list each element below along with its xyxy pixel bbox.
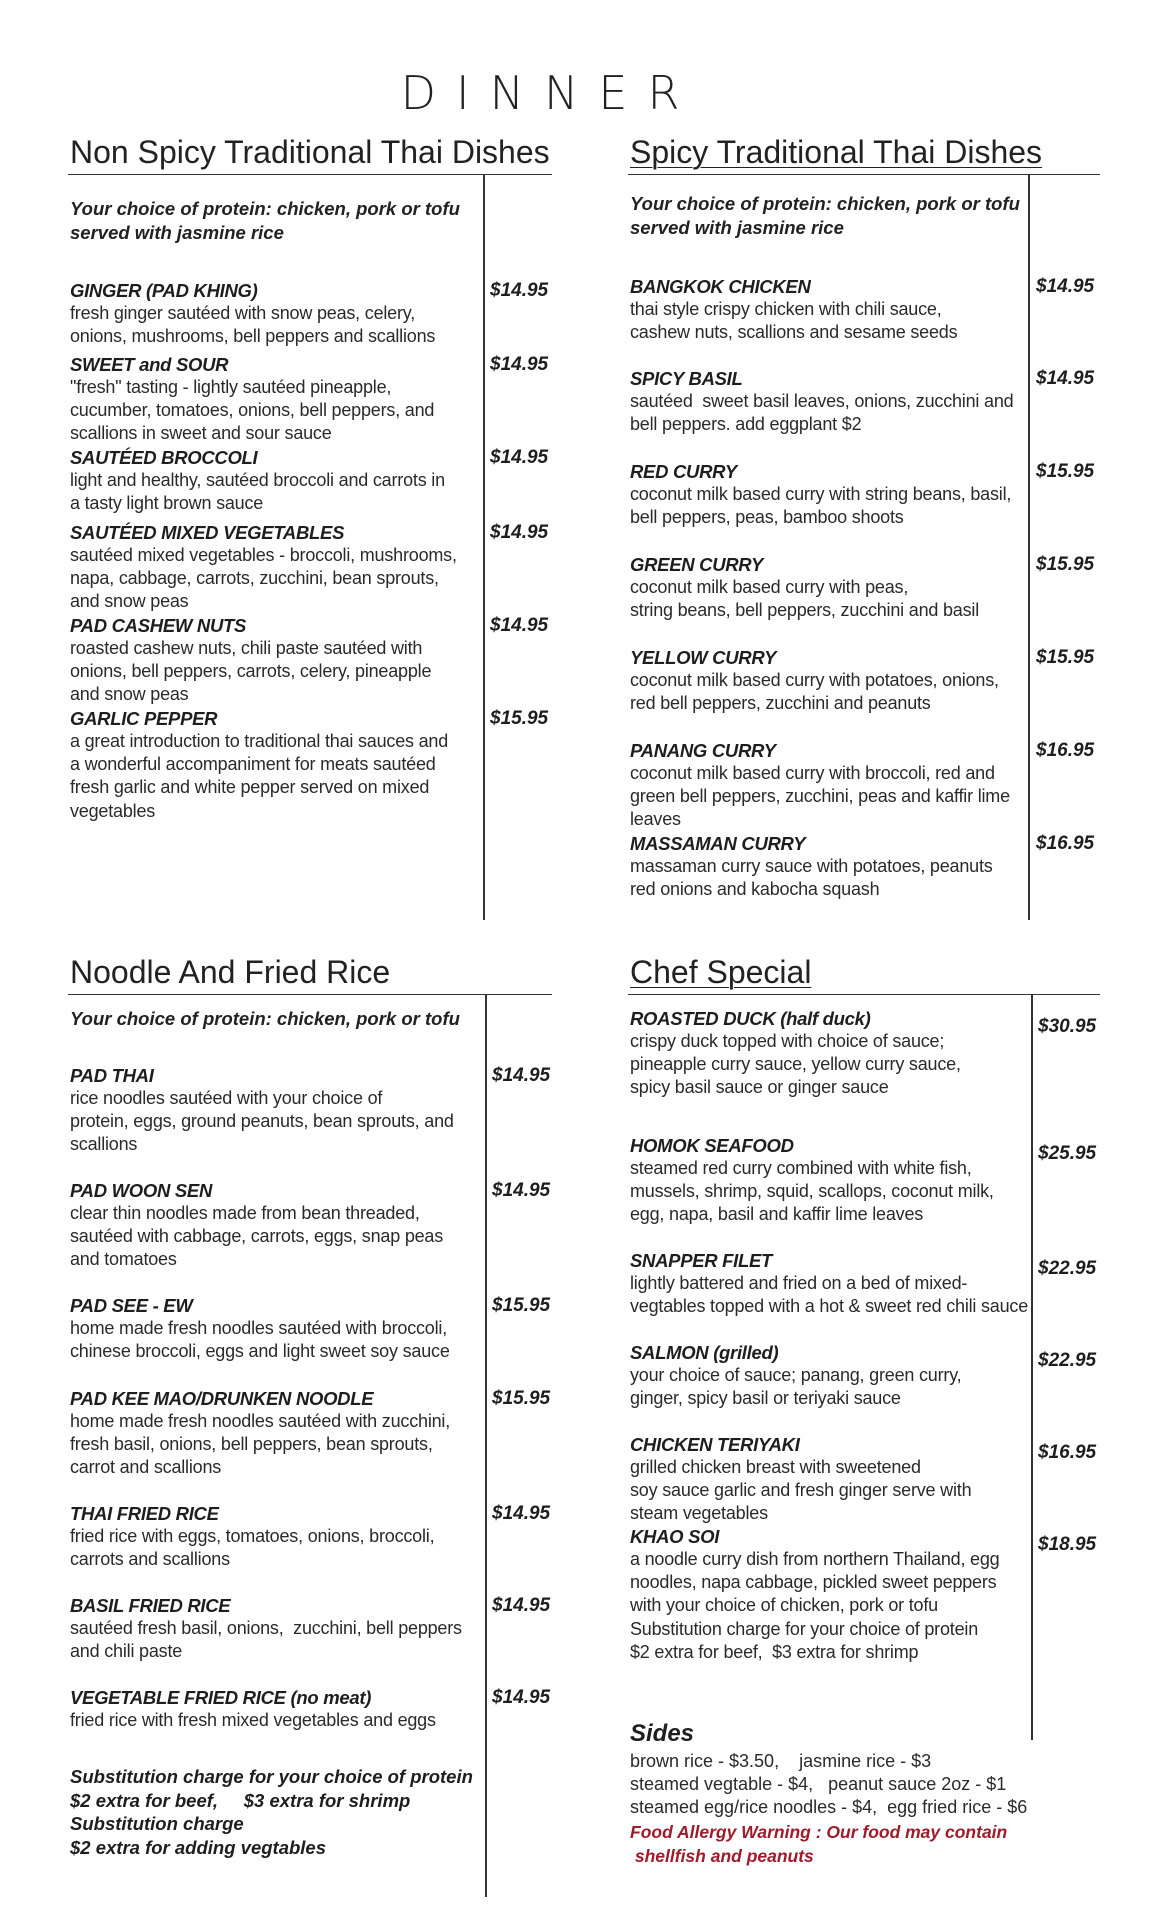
dish-description: massaman curry sauce with potatoes, peanuts: [630, 856, 993, 876]
menu-item: [630, 1341, 1097, 1410]
note-line: $2 extra for beef, $3 extra for shrimp: [70, 1789, 411, 1811]
dish-description: steamed red curry combined with white fish,: [630, 1158, 972, 1178]
dish-description: steam vegetables: [630, 1503, 768, 1524]
dish-description: pineapple curry sauce, yellow curry sauce,: [630, 1054, 961, 1075]
note-line: Substitution charge for your choice of protein: [70, 1766, 473, 1787]
dish-name: PAD SEE - EW: [70, 1295, 193, 1316]
dish-price: $16.95: [1038, 1442, 1097, 1463]
dish-description: scallions in sweet and sour sauce: [70, 423, 332, 444]
menu-item: [630, 553, 1095, 622]
section-title: [628, 950, 1100, 995]
dish-name: BASIL FRIED RICE: [70, 1595, 231, 1616]
menu-item: [70, 353, 549, 446]
intro-line: served with jasmine rice: [70, 222, 284, 243]
protein-note: [70, 1007, 460, 1031]
menu-item: [630, 1249, 1097, 1318]
dish-price: $14.95: [492, 1595, 551, 1616]
dish-price: $14.95: [490, 354, 549, 375]
sides-line: steamed egg/rice noodles - $4, egg fried rice - $6: [630, 1797, 1028, 1817]
dish-name: PAD KEE MAO/DRUNKEN NOODLE: [70, 1388, 374, 1409]
dish-name: GINGER (PAD KHING): [70, 280, 258, 301]
dish-price: $14.95: [1036, 276, 1095, 297]
menu-item: [630, 1525, 1097, 1664]
dish-name: SAUTÉED BROCCOLI: [70, 447, 258, 468]
menu-item: [70, 1179, 551, 1272]
dish-price: $14.95: [1036, 368, 1095, 389]
menu-item: [70, 1594, 551, 1663]
dish-name: PAD WOON SEN: [70, 1180, 213, 1201]
dish-price: $15.95: [1036, 647, 1095, 668]
dish-description: mussels, shrimp, squid, scallops, coconut milk,: [630, 1181, 994, 1202]
dish-name: BANGKOK CHICKEN: [630, 276, 811, 297]
dish-description: string beans, bell peppers, zucchini and basil: [630, 600, 980, 621]
dish-description: ginger, spicy basil or teriyaki sauce: [630, 1388, 901, 1409]
dish-price: $25.95: [1038, 1143, 1097, 1164]
dish-name: VEGETABLE FRIED RICE (no meat): [70, 1687, 372, 1708]
dish-description: a noodle curry dish from northern Thailand, egg: [630, 1549, 1000, 1569]
dish-description: carrot and scallions: [70, 1457, 222, 1478]
dish-name: SNAPPER FILET: [630, 1250, 773, 1271]
sides-line: steamed vegtable - $4, peanut sauce 2oz - $1: [630, 1774, 1007, 1794]
dish-description: carrots and scallions: [70, 1549, 230, 1570]
dish-description: sautéed fresh basil, onions, zucchini, bell peppers: [70, 1618, 462, 1638]
warning-line: shellfish and peanuts: [630, 1845, 814, 1866]
dish-description: lightly battered and fried on a bed of mixed-: [630, 1273, 968, 1293]
substitution-note: [70, 1765, 473, 1859]
dish-description: red bell peppers, zucchini and peanuts: [630, 693, 931, 714]
dish-description: roasted cashew nuts, chili paste sautéed with: [70, 638, 423, 658]
note-line: $2 extra for adding vegtables: [70, 1836, 327, 1858]
menu-item: [70, 279, 549, 348]
menu-item: [70, 1686, 551, 1732]
dish-description: thai style crispy chicken with chili sauce,: [630, 299, 942, 319]
column-divider: [485, 995, 487, 1897]
dish-description: light and healthy, sautéed broccoli and carrots in: [70, 470, 445, 490]
menu-item: [70, 614, 549, 707]
dish-description: sautéed with cabbage, carrots, eggs, snap peas: [70, 1226, 444, 1247]
menu-item: [70, 521, 549, 614]
dish-description: napa, cabbage, carrots, zucchini, bean sprouts,: [70, 568, 439, 589]
dish-description: and snow peas: [70, 684, 189, 705]
dish-description: green bell peppers, zucchini, peas and kaffir lime: [630, 786, 1010, 807]
dish-price: $15.95: [1036, 554, 1095, 575]
protein-note: [70, 197, 460, 245]
dish-price: $15.95: [490, 708, 549, 729]
dish-description: leaves: [630, 809, 681, 830]
dish-price: $14.95: [490, 522, 549, 543]
dish-price: $22.95: [1038, 1350, 1097, 1371]
dish-description: fried rice with eggs, tomatoes, onions, broccoli,: [70, 1526, 435, 1546]
dish-description: fresh garlic and white pepper served on mixed: [70, 777, 430, 798]
menu-item: [630, 367, 1095, 436]
dish-name: YELLOW CURRY: [630, 647, 777, 668]
dish-name: ROASTED DUCK (half duck): [630, 1008, 871, 1029]
column-divider: [1031, 995, 1033, 1740]
dish-name: RED CURRY: [630, 461, 737, 482]
dish-description: spicy basil sauce or ginger sauce: [630, 1077, 889, 1098]
dish-name: GARLIC PEPPER: [70, 708, 218, 729]
dish-price: $18.95: [1038, 1534, 1097, 1555]
dish-description: a great introduction to traditional thai sauces and: [70, 731, 449, 751]
menu-item: [70, 1502, 551, 1571]
dish-name: MASSAMAN CURRY: [630, 833, 806, 854]
section-body: [68, 995, 558, 1897]
dish-description: a tasty light brown sauce: [70, 493, 264, 514]
dish-name: HOMOK SEAFOOD: [630, 1135, 794, 1156]
dish-description: $2 extra for beef, $3 extra for shrimp: [630, 1641, 919, 1662]
dish-description: bell peppers, peas, bamboo shoots: [630, 507, 904, 528]
section-body: [68, 175, 558, 920]
dish-description: your choice of sauce; panang, green curry,: [630, 1365, 962, 1385]
section-title: Non Spicy Traditional Thai Dishes: [68, 130, 552, 175]
dish-description: vegtables topped with a hot & sweet red chili sauce: [630, 1296, 1029, 1317]
intro-line: Your choice of protein: chicken, pork or tofu: [70, 198, 460, 219]
dish-price: $22.95: [1038, 1258, 1097, 1279]
dish-description: vegetables: [70, 800, 156, 821]
dish-description: noodles, napa cabbage, pickled sweet peppers: [630, 1572, 997, 1593]
menu-item: [630, 1433, 1097, 1526]
dish-description: cashew nuts, scallions and sesame seeds: [630, 322, 958, 343]
section-chef-special: [628, 950, 1108, 1740]
section-title: [628, 130, 1100, 175]
dish-description: fresh basil, onions, bell peppers, bean sprouts,: [70, 1434, 433, 1455]
dish-description: onions, bell peppers, carrots, celery, pineapple: [70, 661, 432, 682]
section-non-spicy: [68, 130, 558, 920]
column-divider: [483, 175, 485, 920]
dish-price: $16.95: [1036, 740, 1095, 761]
dish-description: "fresh" tasting - lightly sautéed pineapple,: [70, 377, 392, 397]
dish-description: soy sauce garlic and fresh ginger serve with: [630, 1480, 972, 1501]
dish-description: rice noodles sautéed with your choice of: [70, 1088, 383, 1108]
food-allergy-warning: [630, 1821, 1007, 1868]
dish-description: sautéed mixed vegetables - broccoli, mushrooms,: [70, 545, 457, 565]
dish-description: cucumber, tomatoes, onions, bell peppers, and: [70, 400, 435, 421]
dish-name: PAD THAI: [70, 1065, 154, 1086]
dish-description: and snow peas: [70, 591, 189, 612]
dish-description: home made fresh noodles sautéed with zucchini,: [70, 1411, 451, 1431]
menu-item: [70, 1387, 551, 1480]
warning-line: Food Allergy Warning : Our food may contain: [630, 1822, 1008, 1842]
dish-price: $14.95: [492, 1180, 551, 1201]
page-title: DINNER: [400, 66, 700, 120]
section-title-text: Spicy Traditional Thai Dishes: [630, 134, 1043, 170]
dish-name: KHAO SOI: [630, 1526, 720, 1547]
dish-description: home made fresh noodles sautéed with broccoli,: [70, 1318, 448, 1338]
section-spicy: [628, 130, 1108, 920]
section-title-text: Chef Special: [630, 954, 812, 990]
sides-line: brown rice - $3.50, jasmine rice - $3: [630, 1751, 932, 1771]
dish-name: GREEN CURRY: [630, 554, 764, 575]
dish-description: fried rice with fresh mixed vegetables and eggs: [70, 1710, 436, 1730]
dish-price: $14.95: [492, 1065, 551, 1086]
dish-name: CHICKEN TERIYAKI: [630, 1434, 800, 1455]
section-body: [628, 995, 1108, 1740]
dish-description: Substitution charge for your choice of protein: [630, 1618, 979, 1639]
dish-description: red onions and kabocha squash: [630, 879, 880, 900]
intro-line: Your choice of protein: chicken, pork or tofu: [630, 193, 1020, 214]
dish-description: with your choice of chicken, pork or tofu: [630, 1595, 938, 1616]
dish-description: grilled chicken breast with sweetened: [630, 1457, 921, 1477]
dish-price: $14.95: [490, 280, 549, 301]
menu-item: [70, 446, 549, 515]
dish-price: $15.95: [492, 1388, 551, 1409]
dish-description: bell peppers. add eggplant $2: [630, 414, 862, 435]
protein-note: [630, 192, 1020, 240]
dish-description: clear thin noodles made from bean threaded,: [70, 1203, 420, 1223]
dish-name: SALMON (grilled): [630, 1342, 779, 1363]
menu-item: [630, 1007, 1097, 1100]
section-noodle: [68, 950, 558, 1897]
dish-price: $14.95: [492, 1503, 551, 1524]
dish-description: sautéed sweet basil leaves, onions, zucchini and: [630, 391, 1014, 411]
menu-item: [630, 460, 1095, 529]
column-divider: [1028, 175, 1030, 920]
dish-price: $15.95: [1036, 461, 1095, 482]
menu-item: [630, 739, 1095, 832]
dish-description: coconut milk based curry with peas,: [630, 577, 909, 597]
dish-price: $14.95: [490, 615, 549, 636]
menu-item: [630, 832, 1095, 901]
dish-description: protein, eggs, ground peanuts, bean sprouts, and: [70, 1111, 454, 1132]
menu-item: [630, 1134, 1097, 1227]
dish-price: $14.95: [492, 1687, 551, 1708]
dish-description: scallions: [70, 1134, 138, 1155]
menu-item: [70, 1294, 551, 1363]
dish-price: $15.95: [492, 1295, 551, 1316]
dish-name: PANANG CURRY: [630, 740, 776, 761]
note-line: Substitution charge: [70, 1813, 244, 1834]
dish-description: fresh ginger sautéed with snow peas, celery,: [70, 303, 416, 323]
menu-item: [630, 646, 1095, 715]
menu-item: [630, 275, 1095, 344]
dish-description: coconut milk based curry with string beans, basil,: [630, 484, 1012, 504]
dish-description: coconut milk based curry with potatoes, onions,: [630, 670, 999, 690]
dish-description: egg, napa, basil and kaffir lime leaves: [630, 1204, 924, 1225]
intro-line: Your choice of protein: chicken, pork or tofu: [70, 1008, 460, 1029]
dish-description: coconut milk based curry with broccoli, red and: [630, 763, 995, 783]
sides-title: Sides: [630, 1720, 695, 1747]
dish-description: and chili paste: [70, 1641, 183, 1662]
dish-name: SAUTÉED MIXED VEGETABLES: [70, 522, 345, 543]
dish-name: SWEET and SOUR: [70, 354, 229, 375]
section-body: [628, 175, 1108, 920]
dish-description: onions, mushrooms, bell peppers and scallions: [70, 326, 436, 347]
dish-price: $30.95: [1038, 1016, 1097, 1037]
intro-line: served with jasmine rice: [630, 217, 844, 238]
dish-price: $14.95: [490, 447, 549, 468]
dish-description: crispy duck topped with choice of sauce;: [630, 1031, 945, 1051]
dish-description: and tomatoes: [70, 1249, 177, 1270]
dish-description: a wonderful accompaniment for meats sautéed: [70, 754, 436, 775]
dish-name: SPICY BASIL: [630, 368, 743, 389]
dish-name: PAD CASHEW NUTS: [70, 615, 247, 636]
dish-price: $16.95: [1036, 833, 1095, 854]
dish-name: THAI FRIED RICE: [70, 1503, 219, 1524]
menu-item: [70, 707, 549, 823]
menu-item: [70, 1064, 551, 1157]
section-title: Noodle And Fried Rice: [68, 950, 552, 995]
dish-description: chinese broccoli, eggs and light sweet soy sauce: [70, 1341, 450, 1362]
